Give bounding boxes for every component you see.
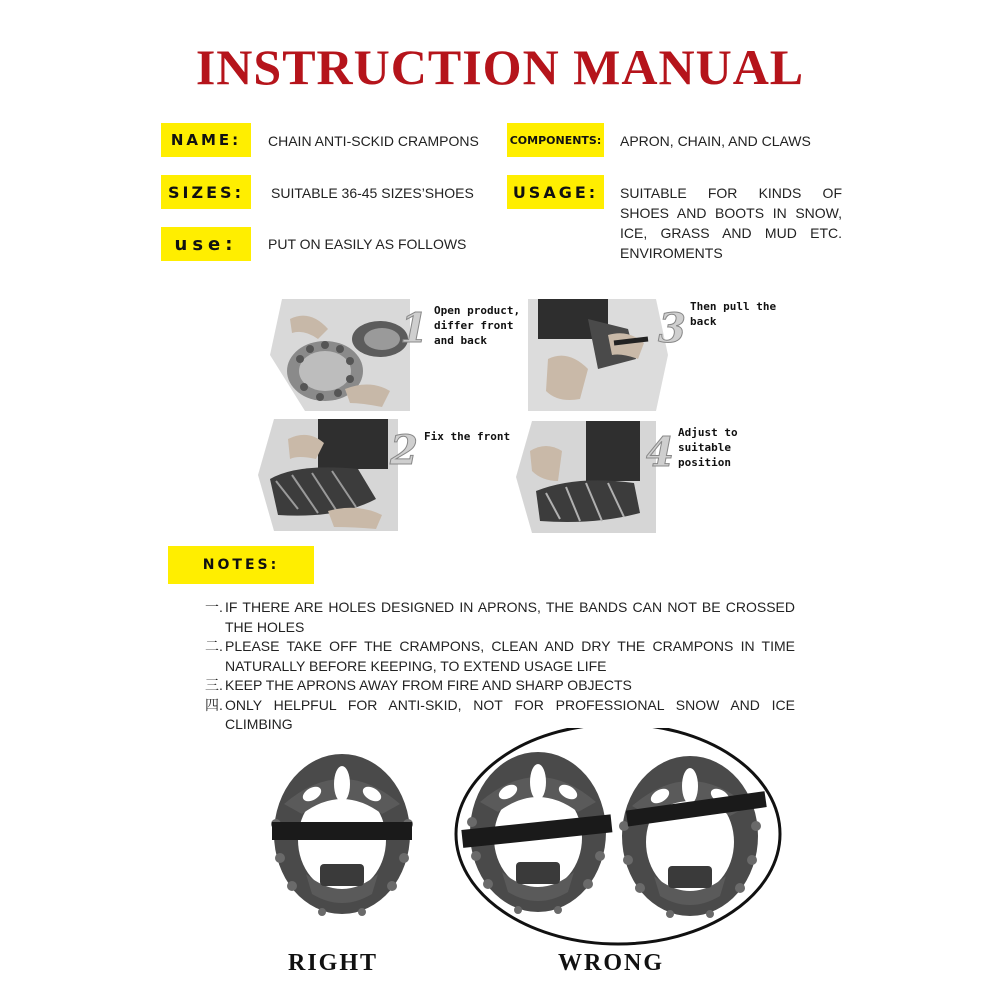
step-3-number: 3 [658, 305, 686, 352]
note-marker: 三. [205, 677, 223, 693]
components-value: APRON, CHAIN, AND CLAWS [620, 133, 811, 149]
installation-steps [258, 297, 798, 531]
note-marker: 四. [205, 696, 223, 713]
use-label: use: [161, 227, 251, 261]
step-4-number: 4 [646, 429, 674, 476]
notes-list [205, 598, 795, 735]
step-4-text: Adjust to suitable position [678, 426, 738, 469]
note-item [205, 637, 795, 676]
step-4-photo [516, 421, 656, 533]
name-label: NAME: [161, 123, 251, 157]
name-value: CHAIN ANTI-SCKID CRAMPONS [268, 133, 479, 149]
step-1-text: Open product, differ front and back [434, 304, 521, 347]
note-text: PLEASE TAKE OFF THE CRAMPONS, CLEAN AND DRY THE CRAMPONS IN TIME NATURALLY BEFORE KEEPING, TO EXTEND USAGE LIFE [225, 638, 795, 674]
sizes-label: SIZES: [161, 175, 251, 209]
step-1-photo [270, 299, 410, 411]
note-text: IF THERE ARE HOLES DESIGNED IN APRONS, THE BANDS CAN NOT BE CROSSED THE HOLES [225, 599, 795, 635]
sizes-value: SUITABLE 36-45 SIZES’SHOES [271, 185, 474, 201]
note-item [205, 676, 795, 696]
right-caption: RIGHT [288, 950, 379, 976]
note-marker: 二. [205, 638, 223, 654]
components-label: COMPONENTS: [507, 123, 604, 157]
step-3-text: Then pull the back [690, 300, 777, 328]
step-2-photo [258, 419, 398, 531]
note-marker: 一. [205, 599, 223, 615]
note-text: ONLY HELPFUL FOR ANTI-SKID, NOT FOR PROFESSIONAL SNOW AND ICE CLIMBING [225, 696, 795, 732]
step-1-number: 1 [400, 305, 428, 352]
usage-label: USAGE: [507, 175, 604, 209]
usage-value: SUITABLE FOR KINDS OF SHOES AND BOOTS IN SNOW, ICE, GRASS AND MUD ETC. ENVIROMENTS [620, 185, 842, 261]
step-2-text: Fix the front [424, 430, 511, 443]
comparison-photo [250, 728, 790, 948]
note-text: KEEP THE APRONS AWAY FROM FIRE AND SHARP OBJECTS [225, 677, 632, 693]
page-title: INSTRUCTION MANUAL [195, 39, 805, 95]
step-3-photo [528, 299, 668, 411]
wrong-caption: WRONG [558, 950, 664, 976]
step-2-number: 2 [390, 427, 418, 474]
use-value: PUT ON EASILY AS FOLLOWS [268, 236, 467, 252]
note-item [205, 598, 795, 637]
notes-label: NOTES: [168, 546, 314, 584]
